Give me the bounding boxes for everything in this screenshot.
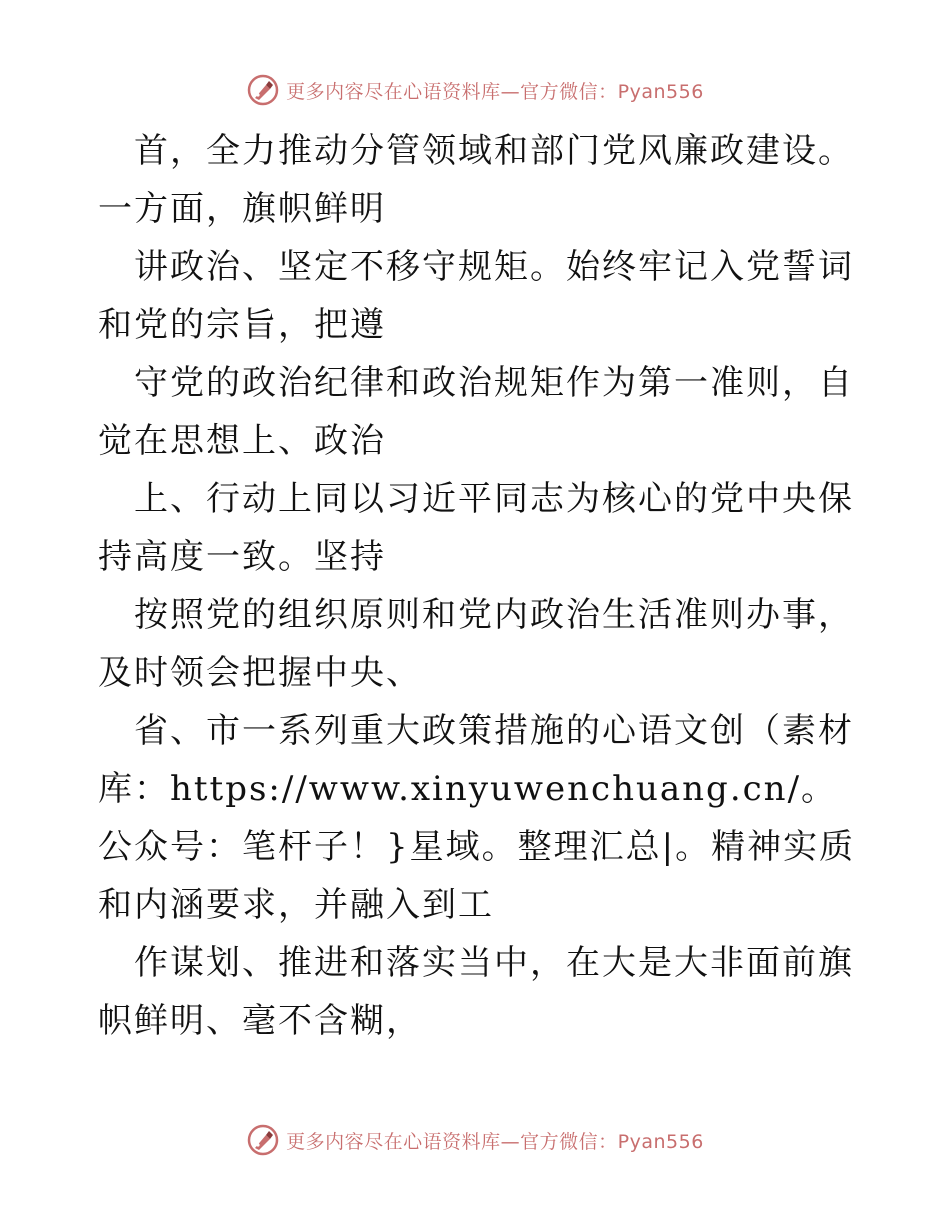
paragraph: 按照党的组织原则和党内政治生活准则办事，及时领会把握中央、	[98, 595, 854, 693]
footer-banner-text: 更多内容尽在心语资料库—官方微信：Pyan556	[286, 1130, 704, 1153]
header-banner	[0, 70, 950, 110]
paragraph: 省、市一系列重大政策措施的心语文创（素材库：https://www.xinyuwenchuang.cn/。公众号：笔杆子！}星域。整理汇总|。精神实质和内涵要求，并融入到工	[98, 711, 856, 925]
footer-banner	[0, 1120, 950, 1160]
pen-nib-logo-icon	[246, 1123, 280, 1157]
pen-nib-logo-icon	[246, 73, 280, 107]
header-banner-text: 更多内容尽在心语资料库—官方微信：Pyan556	[286, 80, 704, 103]
paragraph: 讲政治、坚定不移守规矩。始终牢记入党誓词和党的宗旨，把遵	[98, 247, 854, 345]
paragraph: 上、行动上同以习近平同志为核心的党中央保持高度一致。坚持	[98, 479, 854, 577]
paragraph: 作谋划、推进和落实当中，在大是大非面前旗帜鲜明、毫不含糊，	[98, 943, 854, 1041]
document-body	[98, 122, 858, 1050]
paragraph: 守党的政治纪律和政治规矩作为第一准则，自觉在思想上、政治	[98, 363, 854, 461]
paragraph: 首，全力推动分管领域和部门党风廉政建设。一方面，旗帜鲜明	[98, 131, 854, 229]
